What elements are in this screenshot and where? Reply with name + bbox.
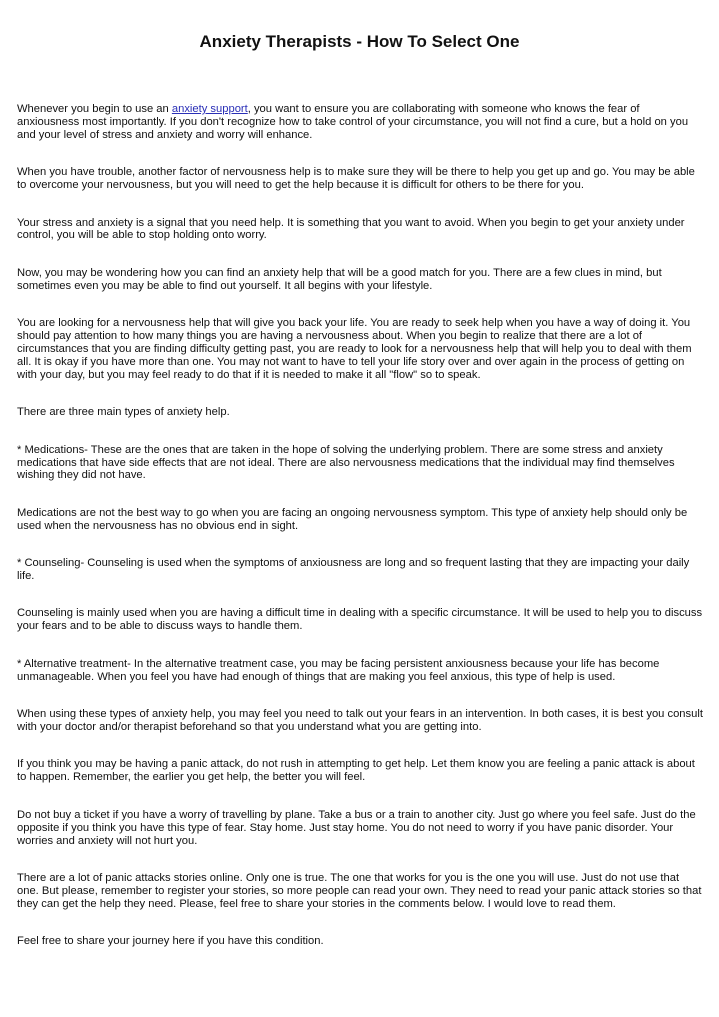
paragraph: Do not buy a ticket if you have a worry of travelling by plane. Take a bus or a train to another city. Just go where you feel safe. Just do the opposite if you think you have this type of fear. Stay home. Just stay home. You do not need to worry if you have panic disorder. Your worries and anxiety will not hurt you. xyxy=(17,808,696,847)
closing-paragraph: Feel free to share your journey here if you have this condition. xyxy=(17,935,324,948)
paragraph: There are three main types of anxiety help. xyxy=(17,406,230,419)
paragraph: When you have trouble, another factor of nervousness help is to make sure they will be there to help you get up and go. You may be able to overcome your nervousness, but you will need to get the help because it is difficult for others to be there for you. xyxy=(17,166,695,192)
paragraph: There are a lot of panic attacks stories online. Only one is true. The one that works for you is the one you will use. Just do not use that one. But please, remember to register your stories, so more people can read your own. They need to read your panic attack stories so that they can get the help they need. Please, feel free to share your stories in the comments below. I would love to read them. xyxy=(17,871,702,910)
paragraph: Medications are not the best way to go when you are facing an ongoing nervousness symptom. This type of anxiety help should only be used when the nervousness has no obvious end in sight. xyxy=(17,506,688,532)
anxiety-support-link[interactable]: anxiety support xyxy=(171,103,248,115)
paragraph: When using these types of anxiety help, you may feel you need to talk out your fears in an intervention. In both cases, it is best you consult with your doctor and/or therapist beforehand so that you understand what you are getting into. xyxy=(17,708,703,733)
paragraph: If you think you may be having a panic attack, do not rush in attempting to get help. Let them know you are feeling a panic attack is about to happen. Remember, the earlier you get help, the better you will feel. xyxy=(17,758,695,784)
paragraph-medications: * Medications- These are the ones that are taken in the hope of solving the underlying problem. There are some stress and anxiety medications that have side effects that are not ideal. There are also nervousness medications that the individual may find themselves wishing they did not have. xyxy=(17,443,675,482)
paragraph: Your stress and anxiety is a signal that you need help. It is something that you want to avoid. When you begin to get your anxiety under control, you will be able to stop holding onto worry. xyxy=(17,216,685,242)
intro-text-after-link: , you want to ensure you are collaborating with someone who knows the fear of anxiousness most importantly. If you don't recognize how to take control of your circumstance, you will not find a cure, but a hold on you and your level of stress and anxiety and worry will enhance. xyxy=(17,103,689,141)
paragraph-counseling: * Counseling- Counseling is used when the symptoms of anxiousness are long and so frequent lasting that they are impacting your daily life. xyxy=(17,557,690,583)
paragraph: You are looking for a nervousness help that will give you back your life. You are ready to seek help when you have a way of doing it. You should pay attention to how many things you are having a nervousness about. When you begin to realize that there are a lot of circumstances that you are finding difficulty getting past, you are ready to look for a nervousness help that will help you to deal with them all. It is okay if you have more than one. You may not want to have to tell your life story over and over again in the process of getting on with your day, but you may feel ready to do that if it is needed to make it all "flow" so to speak. xyxy=(17,317,692,381)
article-body xyxy=(17,103,703,973)
page-title: Anxiety Therapists - How To Select One xyxy=(199,32,520,51)
intro-paragraph xyxy=(17,103,703,142)
paragraph: Now, you may be wondering how you can find an anxiety help that will be a good match for you. There are a few clues in mind, but sometimes even you may be able to find out yourself. It all begins with your lifestyle. xyxy=(17,266,662,292)
paragraph: Counseling is mainly used when you are having a difficult time in dealing with a specific circumstance. It will be used to help you to discuss your fears and to be able to discuss ways to handle them. xyxy=(17,607,703,633)
paragraph-alternative-treatment: * Alternative treatment- In the alternative treatment case, you may be facing persistent anxiousness because your life has become unmanageable. When you feel you have had enough of things that are making you feel anxious, this type of help is used. xyxy=(17,657,660,683)
intro-text-before-link: Whenever you begin to use an xyxy=(17,103,172,115)
